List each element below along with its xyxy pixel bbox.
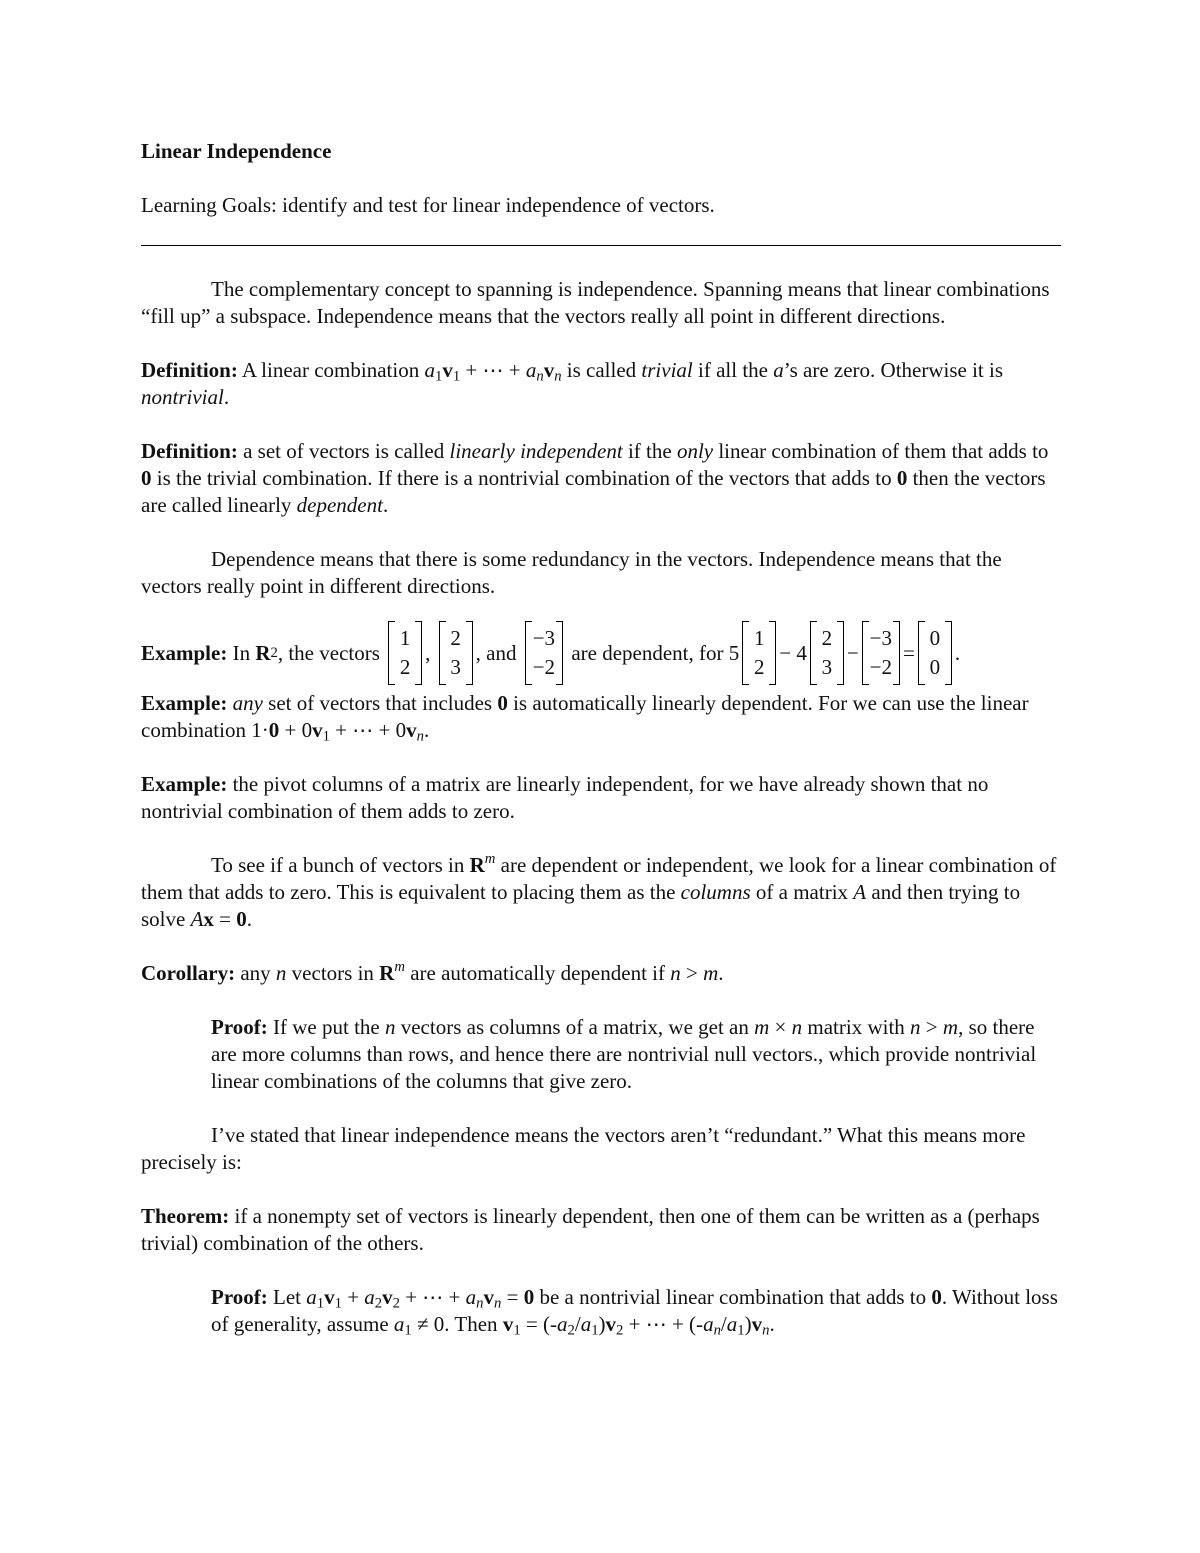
vector-1-repeat: 1 2	[742, 621, 776, 685]
zero-vector: 0 0	[918, 621, 952, 685]
test-paragraph: To see if a bunch of vectors in $R^m$ are dependent or independent, we look for a linear combination of them that adds to zero. This is equivalent to placing them as the columns of a matrix A and then trying to solve Ax = 0.	[141, 851, 1057, 931]
example-label: Example:	[141, 691, 228, 715]
example-pivot-columns: Example: the pivot columns of a matrix are linearly independent, for we have already shown that no nontrivial combination of them adds to zero.	[141, 772, 989, 823]
proof-label: Proof:	[211, 1015, 268, 1039]
document-page	[141, 138, 1061, 1338]
example-dependent-vectors: Example: In R 2 , the vectors 1 2 , 2 3 , and −3 −2 are dependent, for 5 1 2 − 4 2 3 − −3 −2 = 0 0 .	[141, 616, 1061, 690]
learning-goals: Learning Goals: identify and test for linear independence of vectors.	[141, 193, 715, 217]
example-label: Example:	[141, 640, 228, 665]
corollary-label: Corollary:	[141, 961, 236, 985]
proof-label: Proof:	[211, 1285, 268, 1309]
theorem: Theorem: if a nonempty set of vectors is linearly dependent, then one of them can be written as a (perhaps trivial) combination of the others.	[141, 1204, 1040, 1255]
page-title: Linear Independence	[141, 139, 332, 163]
definition-label: Definition:	[141, 358, 238, 382]
vector-2-repeat: 2 3	[810, 621, 844, 685]
vector-3-repeat: −3 −2	[862, 621, 900, 685]
vector-1: 1 2	[388, 621, 422, 685]
corollary: Corollary: any n vectors in $R^m$ are automatically dependent if n > m.	[141, 959, 724, 985]
vector-2: 2 3	[439, 621, 473, 685]
proof-theorem: Proof: Let $a_1v_1 + a_2v_2$ + ⋯ + $a_nv_n = 0$ be a nontrivial linear combination that adds to 0. Without loss of generality, assume $a_1 \ne 0$. Then $v_1 = (-a_2/a_1)v_2$ + ⋯ + $(-a_n/a_1)v_n$.	[211, 1285, 1058, 1339]
definition-trivial: Definition: A linear combination $a_1v_1$ + ⋯ + $a_nv_n$ is called trivial if all the a’s are zero. Otherwise it is nontrivial.	[141, 358, 1004, 409]
definition-linearly-independent: Definition: a set of vectors is called linearly independent if the only linear combination of them that adds to 0 is the trivial combination. If there is a nontrivial combination of the vectors that adds to 0 then the vectors are called linearly dependent.	[141, 439, 1049, 517]
intro-paragraph: The complementary concept to spanning is independence. Spanning means that linear combinations “fill up” a subspace. Independence means that the vectors really all point in different directions.	[141, 277, 1050, 328]
theorem-label: Theorem:	[141, 1204, 230, 1228]
example-label: Example:	[141, 772, 228, 796]
proof-corollary: Proof: If we put the n vectors as columns of a matrix, we get an m × n matrix with n > m, so there are more columns than rows, and hence there are nontrivial null vectors., which provide nontrivial linear combinations of the columns that give zero.	[211, 1015, 1037, 1093]
redundant-paragraph: I’ve stated that linear independence means the vectors aren’t “redundant.” What this means more precisely is:	[141, 1123, 1026, 1174]
vector-3: −3 −2	[525, 621, 563, 685]
dependence-paragraph: Dependence means that there is some redundancy in the vectors. Independence means that the vectors really point in different directions.	[141, 547, 1002, 598]
example-includes-zero: Example: any set of vectors that includes 0 is automatically linearly dependent. For we can use the linear combination $1\cdot 0 + 0v_1$ + ⋯ + $0v_n$.	[141, 691, 1029, 745]
definition-label: Definition:	[141, 439, 238, 463]
